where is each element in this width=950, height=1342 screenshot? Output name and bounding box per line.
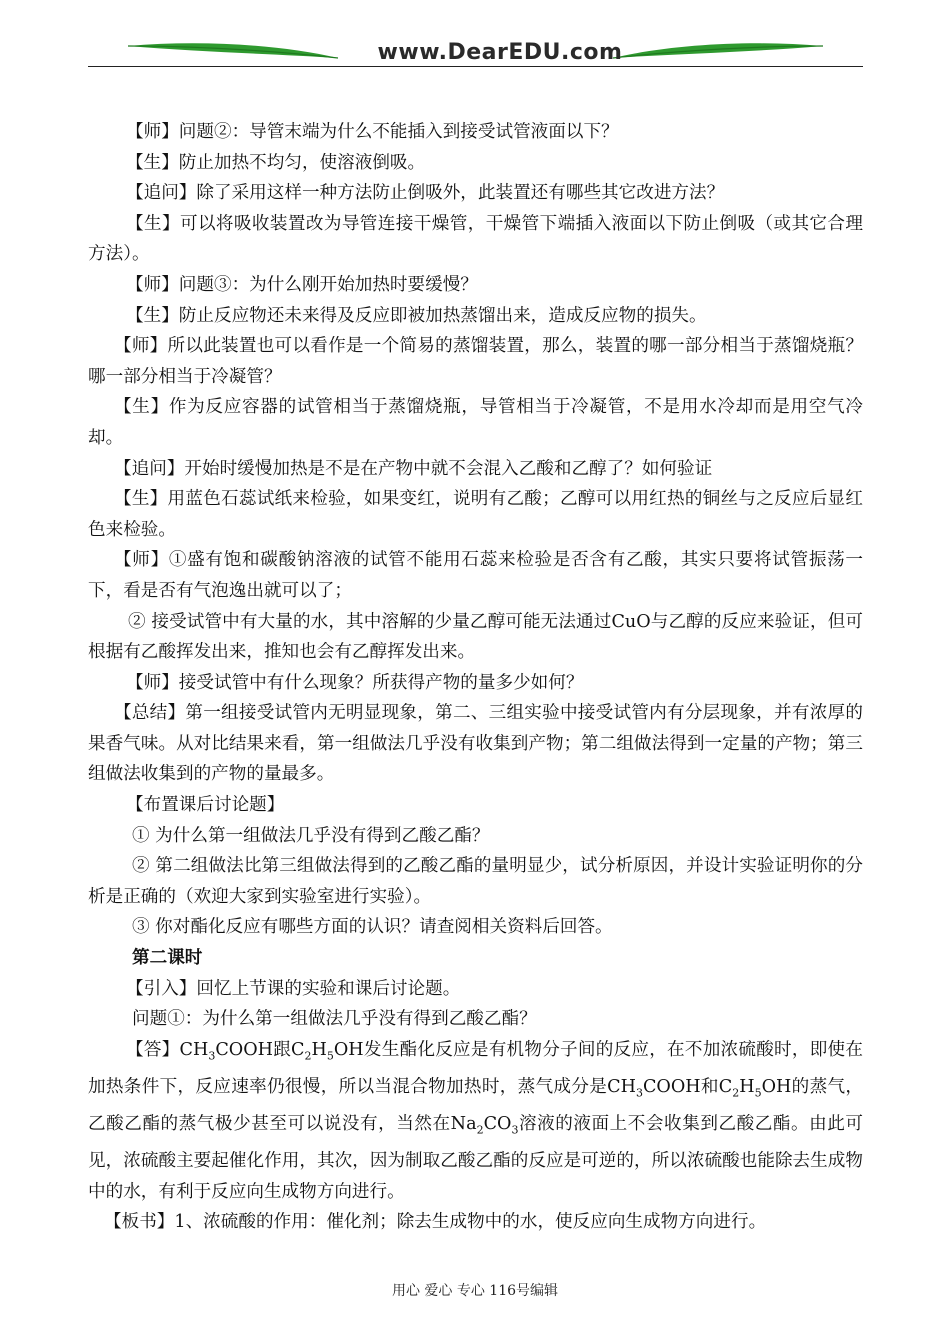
page-footer: 用心 爱心 专心 116号编辑: [391, 1283, 559, 1299]
paragraph: 问题①：为什么第一组做法几乎没有得到乙酸乙酯？: [132, 1009, 537, 1030]
answer-paragraph: 【答】$CH_3COOH$跟$C_2H_5OH$发生酯化反应是有机物分子间的反应，在不加浓硫酸时，即使在加热条件下，反应速率仍很慢，所以当混合物加热时，蒸气成分是$CH_3COOH$和$C_2H_5OH$的蒸气，乙酸乙酯的蒸气极少甚至可以说没有，当然在$Na_2CO_3$溶液的液面上不会收集到乙酸乙酯。由此可见，浓硫酸主要起催化作用，其次，因为制取乙酸乙酯的反应是可逆的，所以浓硫酸也能除去生成物中的水，有利于反应向生成物方向进行。: [88, 1039, 863, 1202]
paragraph: 【师】所以此装置也可以看作是一个简易的蒸馏装置，那么，装置的哪一部分相当于蒸馏烧瓶？哪一部分相当于冷凝管？: [88, 336, 863, 387]
paragraph: 【师】接受试管中有什么现象？所获得产物的量多少如何？: [126, 672, 584, 693]
paragraph: ② 接受试管中有大量的水，其中溶解的少量乙醇可能无法通过CuO与乙醇的反应来验证，但可根据有乙酸挥发出来，推知也会有乙醇挥发出来。: [88, 611, 863, 663]
paragraph: 【生】防止反应物还未来得及反应即被加热蒸馏出来，造成反应物的损失。: [126, 305, 707, 326]
paragraph: ② 第二组做法比第三组做法得到的乙酸乙酯的量明显少，试分析原因，并设计实验证明你的分析是正确的（欢迎大家到实验室进行实验）。: [88, 856, 863, 907]
paragraph: 【追问】开始时缓慢加热是不是在产物中就不会混入乙酸和乙醇了？如何验证: [114, 458, 713, 479]
site-logo[interactable]: www.DearEDU.com: [377, 40, 623, 65]
site-header: [88, 34, 863, 70]
paragraph: 【生】防止加热不均匀，使溶液倒吸。: [126, 152, 426, 173]
paragraph: 【布置课后讨论题】: [126, 795, 285, 816]
paragraph: 【生】作为反应容器的试管相当于蒸馏烧瓶，导管相当于冷凝管，不是用水冷却而是用空气冷却。: [88, 397, 863, 448]
section-title: 第二课时: [132, 947, 203, 969]
header-rule: [88, 66, 863, 67]
document-body: [88, 117, 863, 1238]
paragraph: ③ 你对酯化反应有哪些方面的认识？请查阅相关资料后回答。: [132, 917, 613, 938]
paragraph: 【追问】除了采用这样一种方法防止倒吸外，此装置还有哪些其它改进方法？: [126, 183, 725, 204]
paragraph: 【引入】回忆上节课的实验和课后讨论题。: [126, 978, 461, 999]
paragraph: 【生】可以将吸收装置改为导管连接干燥管，干燥管下端插入液面以下防止倒吸（或其它合理方法）。: [88, 213, 863, 265]
paragraph: 【总结】第一组接受试管内无明显现象，第二、三组实验中接受试管内有分层现象，并有浓厚的果香气味。从对比结果来看，第一组做法几乎没有收集到产物；第二组做法得到一定量的产物；第三组做法收集到的产物的量最多。: [88, 703, 863, 785]
paragraph: ① 为什么第一组做法几乎没有得到乙酸乙酯？: [132, 825, 490, 846]
board-paragraph: 【板书】1、浓硫酸的作用：催化剂；除去生成物中的水，使反应向生成物方向进行。: [104, 1212, 767, 1233]
paragraph: 【师】①盛有饱和碳酸钠溶液的试管不能用石蕊来检验是否含有乙酸，其实只要将试管振荡一下，看是否有气泡逸出就可以了；: [88, 550, 863, 601]
paragraph: 【师】问题②：导管末端为什么不能插入到接受试管液面以下？: [126, 122, 619, 142]
paragraph: 【师】问题③：为什么刚开始加热时要缓慢？: [126, 274, 478, 295]
paragraph: 【生】用蓝色石蕊试纸来检验，如果变红，说明有乙酸；乙醇可以用红热的铜丝与之反应后显红色来检验。: [88, 489, 863, 540]
